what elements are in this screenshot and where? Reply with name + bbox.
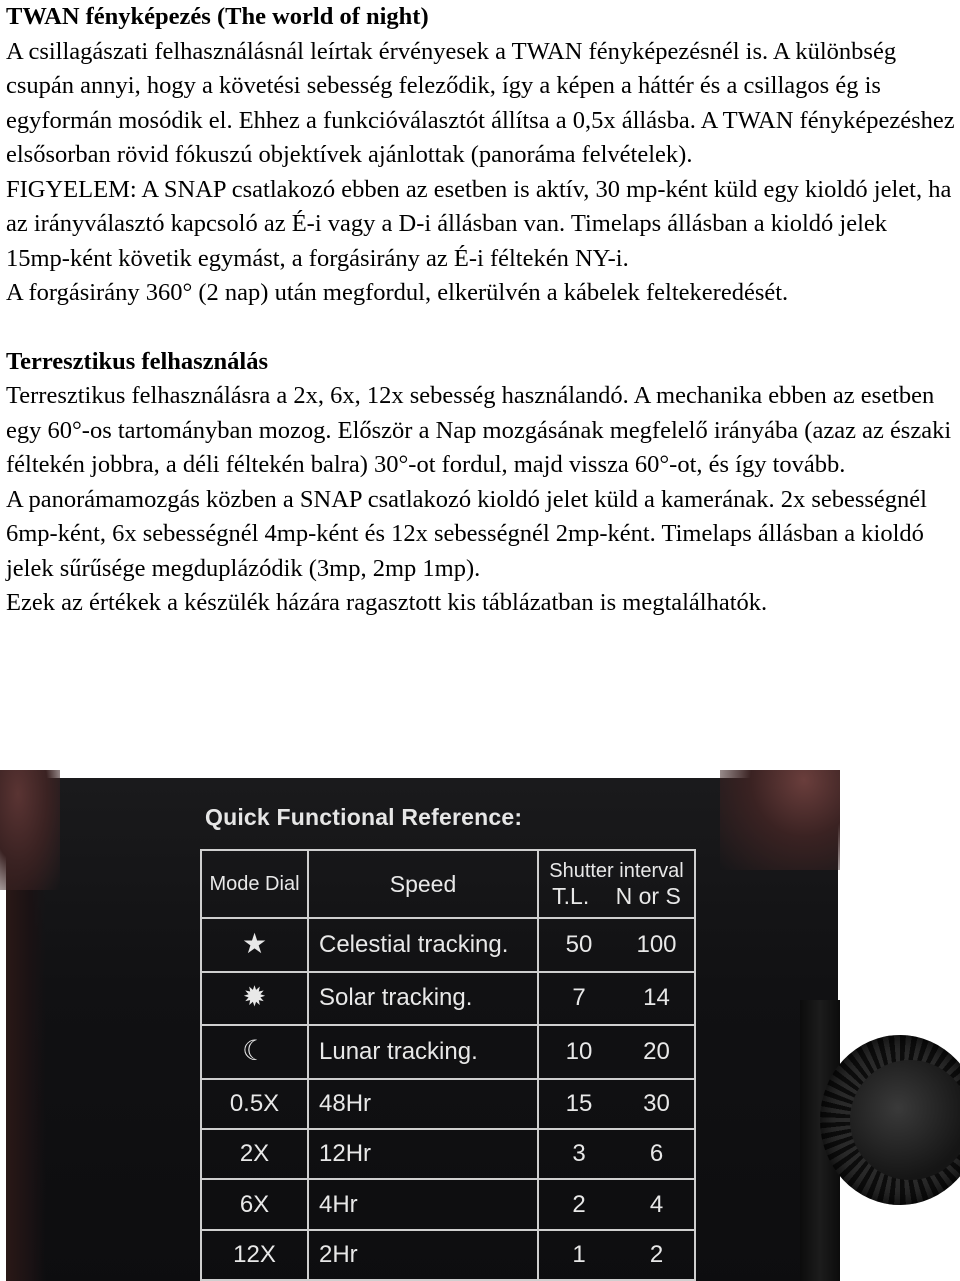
- ns-cell: 20: [619, 1025, 695, 1079]
- table-row: [201, 972, 695, 1026]
- background-red-left: [0, 770, 60, 890]
- tl-cell: 7: [538, 972, 619, 1026]
- speed-cell: 12Hr: [308, 1129, 538, 1179]
- ns-cell: 30: [619, 1079, 695, 1129]
- header-shutter-interval: [538, 850, 695, 918]
- section-title-twan: TWAN fényképezés (The world of night): [6, 3, 429, 30]
- mode-cell: 2X: [201, 1129, 308, 1179]
- speed-cell: 48Hr: [308, 1079, 538, 1129]
- background-red-right: [720, 770, 840, 870]
- star-icon: ★: [241, 927, 268, 959]
- tl-cell: 3: [538, 1129, 619, 1179]
- header-mode-dial: Mode Dial: [201, 850, 308, 918]
- tl-cell: 1: [538, 1230, 619, 1280]
- mode-cell: [201, 972, 308, 1026]
- paragraph: A panorámamozgás közben a SNAP csatlakozó kioldó jelet küld a kamerának. 2x sebességnél 6mp-ként, 6x sebességnél 4mp-ként és 12x sebességnél 2mp-ként. Timelaps állásban a kioldó jelek sűrűsége megduplázódik (3mp, 2mp 1mp).: [6, 485, 927, 582]
- paragraph-warning: FIGYELEM: A SNAP csatlakozó ebben az esetben is aktív, 30 mp-ként küld egy kioldó jelet, ha az irányválasztó kapcsoló az É-i vagy a D-i állásban van. Timelaps állásban a kioldó jelek 15mp-ként követik egymást, a forgásirány az É-i féltekén NY-i.: [6, 175, 952, 272]
- document-text: [6, 0, 956, 621]
- mode-cell: 0.5X: [201, 1079, 308, 1129]
- tl-cell: 10: [538, 1025, 619, 1079]
- tl-cell: 2: [538, 1179, 619, 1229]
- table-row: [201, 1179, 695, 1229]
- table-row: [201, 1129, 695, 1179]
- quick-reference-table: [200, 849, 696, 1281]
- paragraph: Ezek az értékek a készülék házára ragasztott kis táblázatban is megtalálhatók.: [6, 589, 768, 616]
- mode-cell: 12X: [201, 1230, 308, 1280]
- section-title-terrestrial: Terresztikus felhasználás: [6, 347, 269, 375]
- paragraph: Terresztikus felhasználásra a 2x, 6x, 12x sebesség használandó. A mechanika ebben az esetben egy 60°-os tartományban mozog. Először a Nap mozgásának megfelelő irányába (azaz az északi féltekén jobbra, a déli féltekén balra) 30°-ot fordul, majd vissza 60°-ot, és így tovább.: [6, 382, 952, 478]
- table-header-row: [201, 850, 695, 918]
- ns-cell: 2: [619, 1230, 695, 1280]
- header-ns: N or S: [615, 883, 681, 909]
- ns-cell: 14: [619, 972, 695, 1026]
- header-speed: Speed: [308, 850, 538, 918]
- ns-cell: 4: [619, 1179, 695, 1229]
- device-label-photo: [0, 770, 960, 1281]
- speed-cell: Lunar tracking.: [308, 1025, 538, 1079]
- tl-cell: 50: [538, 918, 619, 972]
- table-row: [201, 1025, 695, 1079]
- header-shutter-label: Shutter interval: [549, 860, 684, 882]
- mode-cell: [201, 1025, 308, 1079]
- paragraph: A csillagászati felhasználásnál leírtak érvényesek a TWAN fényképezésnél is. A különbség csupán annyi, hogy a követési sebesség feleződik, így a képen a háttér és a csillagos ég is egyformán mosódik el. Ehhez a funkcióválasztót állítsa a 0,5x állásba. A TWAN fényképezéshez elsősorban rövid fókuszú objektívek ajánlottak (panoráma felvételek).: [6, 37, 955, 168]
- table-row: [201, 1079, 695, 1129]
- sun-icon: ✹: [242, 981, 267, 1013]
- table-row: [201, 918, 695, 972]
- speed-cell: 2Hr: [308, 1230, 538, 1280]
- speed-cell: Celestial tracking.: [308, 918, 538, 972]
- paragraph: A forgásirány 360° (2 nap) után megfordul, elkerülvén a kábelek feltekeredését.: [6, 279, 789, 306]
- header-tl: T.L.: [552, 883, 590, 909]
- speed-cell: Solar tracking.: [308, 972, 538, 1026]
- label-title: Quick Functional Reference:: [205, 804, 523, 830]
- header-shutter-sub: [539, 883, 694, 909]
- section-gap: [6, 311, 956, 345]
- speed-cell: 4Hr: [308, 1179, 538, 1229]
- knob-center: [850, 1060, 960, 1180]
- mode-cell: 6X: [201, 1179, 308, 1229]
- ns-cell: 100: [619, 918, 695, 972]
- ns-cell: 6: [619, 1129, 695, 1179]
- tl-cell: 15: [538, 1079, 619, 1129]
- mode-cell: [201, 918, 308, 972]
- moon-icon: ☾: [241, 1035, 268, 1067]
- table-row: [201, 1230, 695, 1280]
